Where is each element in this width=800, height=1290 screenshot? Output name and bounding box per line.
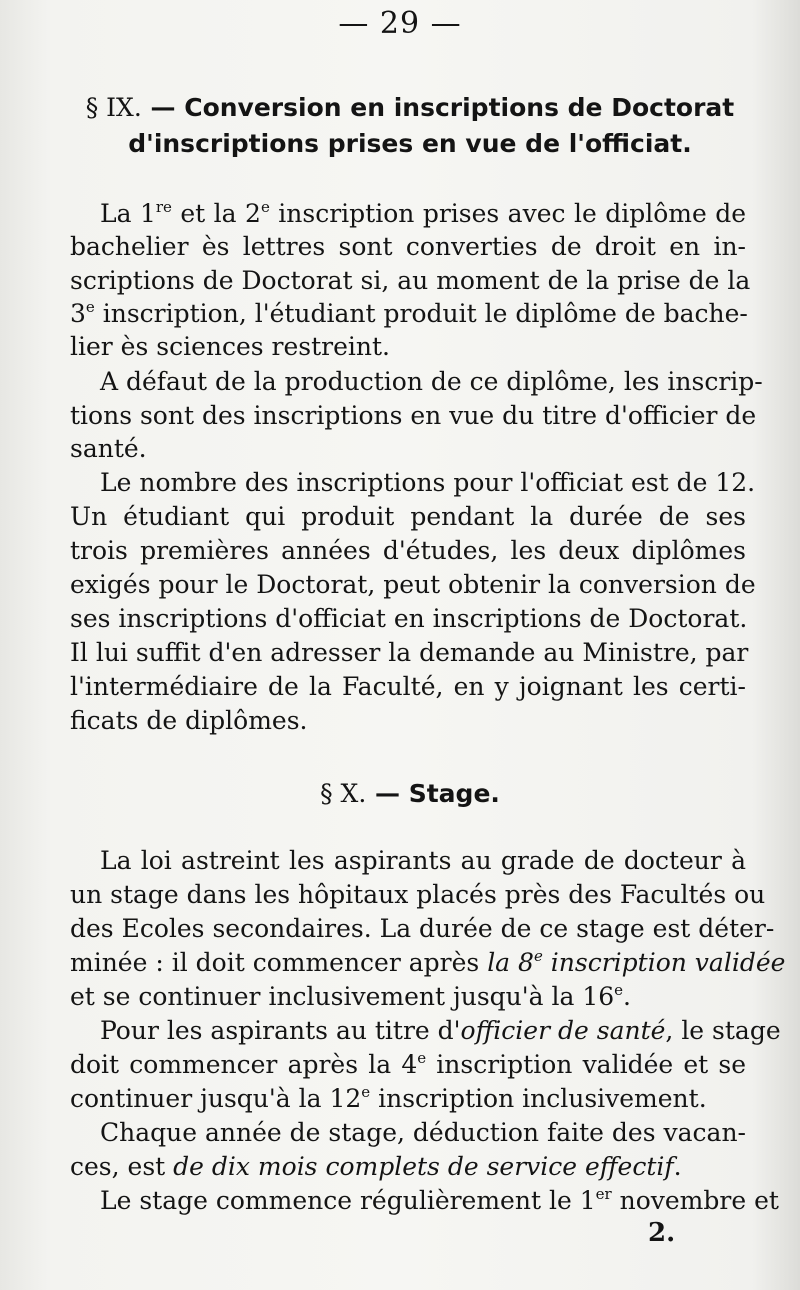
para6-line-1: Chaque année de stage, déduction faite des vacan- bbox=[100, 1118, 746, 1147]
para3-line-5: ses inscriptions d'officiat en inscriptions de Doctorat. bbox=[70, 604, 748, 633]
para3-line-3: trois premières années d'études, les deux diplômes bbox=[70, 536, 746, 565]
para7-line-1: Le stage commence régulièrement le 1er novembre et bbox=[100, 1185, 779, 1215]
para1-line-1: La 1re et la 2e inscription prises avec le diplôme de bbox=[100, 198, 747, 228]
para2-line-2: tions sont des inscriptions en vue du titre d'officier de bbox=[70, 401, 757, 430]
para4-line-1: La loi astreint les aspirants au grade de docteur à bbox=[100, 846, 746, 875]
para4-line-5: et se continuer inclusivement jusqu'à la 16e. bbox=[70, 981, 631, 1011]
para5-line-1: Pour les aspirants au titre d'officier de santé, le stage bbox=[100, 1016, 781, 1045]
para4-line-3: des Ecoles secondaires. La durée de ce stage est déter- bbox=[70, 914, 775, 943]
para3-line-8: ficats de diplômes. bbox=[70, 706, 308, 735]
para3-line-1: Le nombre des inscriptions pour l'officiat est de 12. bbox=[100, 468, 756, 497]
para3-line-2: Un étudiant qui produit pendant la durée de ses bbox=[70, 502, 746, 531]
section-10-title: — Stage. bbox=[375, 779, 500, 808]
para4-line-2: un stage dans les hôpitaux placés près des Facultés ou bbox=[70, 880, 766, 909]
section-9-title-line-2: d'inscriptions prises en vue de l'officiat. bbox=[128, 129, 692, 158]
para3-line-6: Il lui suffit d'en adresser la demande au Ministre, par bbox=[70, 638, 749, 667]
section-10-mark: § X. bbox=[320, 779, 367, 808]
para2-line-3: santé. bbox=[70, 434, 147, 463]
section-9-mark: § IX. bbox=[85, 93, 142, 122]
para1-line-2: bachelier ès lettres sont converties de droit en in- bbox=[70, 232, 746, 261]
para6-line-2: ces, est de dix mois complets de service effectif. bbox=[70, 1152, 682, 1181]
section-10-heading bbox=[70, 776, 750, 812]
signature-mark: 2. bbox=[648, 1218, 676, 1248]
page-number: — 29 — bbox=[338, 6, 462, 41]
para1-line-3: scriptions de Doctorat si, au moment de la prise de la bbox=[70, 266, 751, 295]
para4-line-4: minée : il doit commencer après la 8e inscription validée bbox=[70, 947, 786, 977]
section-9-title-line-1: § IX. — Conversion en inscriptions de Doctorat bbox=[85, 93, 735, 122]
para5-line-3: continuer jusqu'à la 12e inscription inclusivement. bbox=[70, 1083, 707, 1113]
para2-line-1: A défaut de la production de ce diplôme, les inscrip- bbox=[100, 367, 763, 396]
section-9-heading bbox=[70, 90, 750, 162]
para3-line-7: l'intermédiaire de la Faculté, en y joignant les certi- bbox=[70, 672, 746, 701]
para1-line-4: 3e inscription, l'étudiant produit le diplôme de bache- bbox=[70, 298, 748, 328]
para5-line-2: doit commencer après la 4e inscription validée et se bbox=[70, 1049, 747, 1079]
para1-line-5: lier ès sciences restreint. bbox=[70, 332, 391, 361]
para3-line-4: exigés pour le Doctorat, peut obtenir la conversion de bbox=[70, 570, 756, 599]
